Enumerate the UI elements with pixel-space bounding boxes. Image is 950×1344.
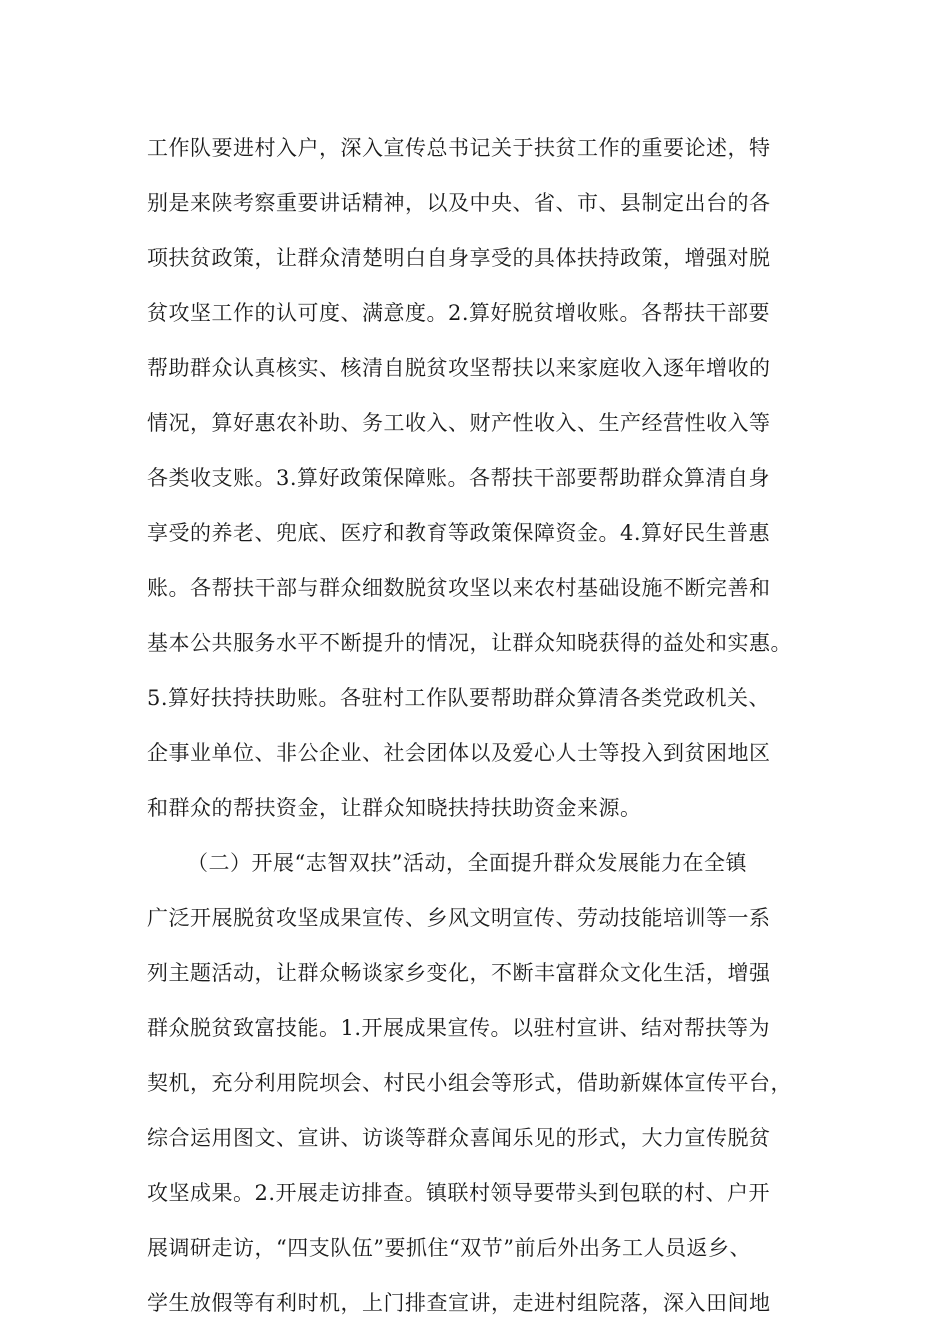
text-line: 情况，算好惠农补助、务工收入、财产性收入、生产经营性收入等 [147, 411, 771, 435]
text-line: 工作队要进村入户，深入宣传总书记关于扶贫工作的重要论述，特 [147, 136, 771, 160]
text-line: 基本公共服务水平不断提升的情况，让群众知晓获得的益处和实惠。 [147, 631, 792, 655]
text-line: 项扶贫政策，让群众清楚明白自身享受的具体扶持政策，增强对脱 [147, 246, 771, 270]
text-line: 展调研走访，“四支队伍”要抓住“双节”前后外出务工人员返乡、 [147, 1236, 751, 1260]
text-line: 享受的养老、兜底、医疗和教育等政策保障资金。4.算好民生普惠 [147, 521, 771, 545]
text-line: 帮助群众认真核实、核清自脱贫攻坚帮扶以来家庭收入逐年增收的 [147, 356, 771, 380]
section-heading-line: （二）开展“志智双扶”活动，全面提升群众发展能力在全镇 [187, 851, 747, 875]
text-line: 学生放假等有利时机，上门排查宣讲，走进村组院落，深入田间地 [147, 1291, 771, 1315]
text-line: 账。各帮扶干部与群众细数脱贫攻坚以来农村基础设施不断完善和 [147, 576, 771, 600]
text-line: 列主题活动，让群众畅谈家乡变化，不断丰富群众文化生活，增强 [147, 961, 771, 985]
text-line: 和群众的帮扶资金，让群众知晓扶持扶助资金来源。 [147, 796, 642, 820]
text-line: 5.算好扶持扶助账。各驻村工作队要帮助群众算清各类党政机关、 [147, 686, 771, 710]
text-line: 各类收支账。3.算好政策保障账。各帮扶干部要帮助群众算清自身 [147, 466, 771, 490]
text-line: 企事业单位、非公企业、社会团体以及爱心人士等投入到贫困地区 [147, 741, 771, 765]
text-line: 别是来陕考察重要讲话精神，以及中央、省、市、县制定出台的各 [147, 191, 771, 215]
text-line: 广泛开展脱贫攻坚成果宣传、乡风文明宣传、劳动技能培训等一系 [147, 906, 771, 930]
text-line: 综合运用图文、宣讲、访谈等群众喜闻乐见的形式，大力宣传脱贫 [147, 1126, 771, 1150]
text-line: 攻坚成果。2.开展走访排查。镇联村领导要带头到包联的村、户开 [147, 1181, 771, 1205]
text-line: 贫攻坚工作的认可度、满意度。2.算好脱贫增收账。各帮扶干部要 [147, 301, 771, 325]
text-line: 契机，充分利用院坝会、村民小组会等形式，借助新媒体宣传平台， [147, 1071, 792, 1095]
text-line: 群众脱贫致富技能。1.开展成果宣传。以驻村宣讲、结对帮扶等为 [147, 1016, 771, 1040]
